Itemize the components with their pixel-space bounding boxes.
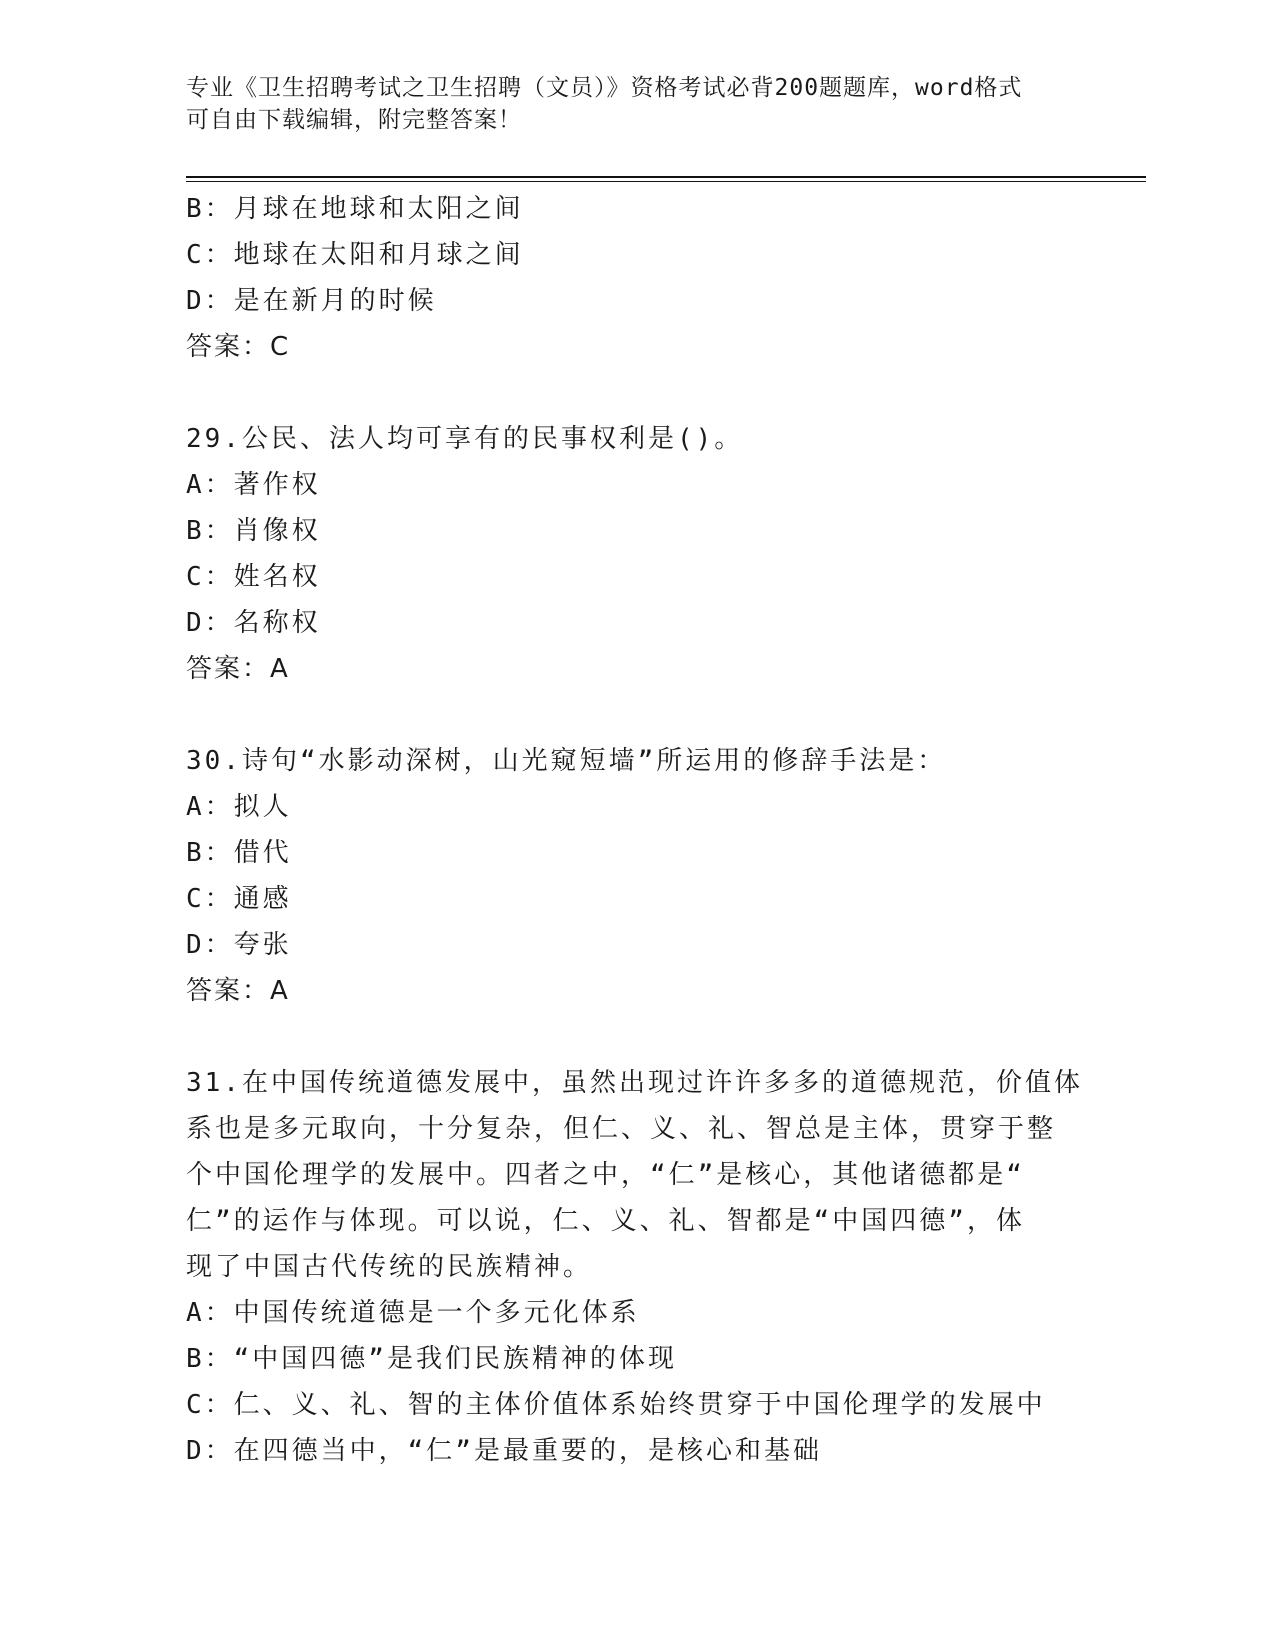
- option-c: C：仁、义、礼、智的主体价值体系始终贯穿于中国伦理学的发展中: [186, 1390, 1046, 1420]
- header-divider-thick: [186, 176, 1146, 178]
- question-stem: 29.公民、法人均可享有的民事权利是()。: [186, 424, 744, 454]
- question-29: [186, 416, 1086, 692]
- option-a: A：中国传统道德是一个多元化体系: [186, 1298, 640, 1328]
- option-c: C：地球在太阳和月球之间: [186, 240, 524, 270]
- option-b: B：借代: [186, 838, 292, 868]
- option-d: D：是在新月的时候: [186, 286, 437, 316]
- option-c: C：姓名权: [186, 562, 321, 592]
- question-28: [186, 186, 1086, 370]
- option-d: D：名称权: [186, 608, 321, 638]
- answer-line: 答案：A: [186, 976, 290, 1006]
- stem-line: 仁”的运作与体现。可以说，仁、义、礼、智都是“中国四德”，体: [186, 1206, 1025, 1236]
- question-30: [186, 738, 1086, 1014]
- header-divider-thin: [186, 181, 1146, 182]
- header-title-line-1: 专业《卫生招聘考试之卫生招聘（文员）》资格考试必背200题题库，word格式: [186, 75, 1023, 101]
- spacer: [186, 692, 1086, 738]
- option-b: B：肖像权: [186, 516, 321, 546]
- option-b: B：“中国四德”是我们民族精神的体现: [186, 1344, 677, 1374]
- option-c: C：通感: [186, 884, 292, 914]
- answer-line: 答案：C: [186, 332, 291, 362]
- option-b: B：月球在地球和太阳之间: [186, 194, 524, 224]
- stem-line: 个中国伦理学的发展中。四者之中，“仁”是核心，其他诸德都是“: [186, 1160, 1025, 1190]
- answer-line: 答案：A: [186, 654, 290, 684]
- spacer: [186, 370, 1086, 416]
- question-list: [186, 186, 1086, 1474]
- question-31: [186, 1060, 1086, 1474]
- option-d: D：夸张: [186, 930, 292, 960]
- option-a: A：拟人: [186, 792, 292, 822]
- option-d: D：在四德当中，“仁”是最重要的，是核心和基础: [186, 1436, 822, 1466]
- spacer: [186, 1014, 1086, 1060]
- header-title-line-2: 可自由下载编辑，附完整答案！: [186, 107, 522, 133]
- stem-line: 系也是多元取向，十分复杂，但仁、义、礼、智总是主体，贯穿于整: [186, 1114, 1057, 1144]
- question-stem: [186, 1060, 1083, 1290]
- stem-line: 现了中国古代传统的民族精神。: [186, 1252, 593, 1282]
- document-header: [186, 72, 1086, 136]
- option-a: A：著作权: [186, 470, 321, 500]
- question-stem: 30.诗句“水影动深树，山光窥短墙”所运用的修辞手法是：: [186, 746, 947, 776]
- stem-line: 31.在中国传统道德发展中，虽然出现过许许多多的道德规范，价值体: [186, 1068, 1083, 1098]
